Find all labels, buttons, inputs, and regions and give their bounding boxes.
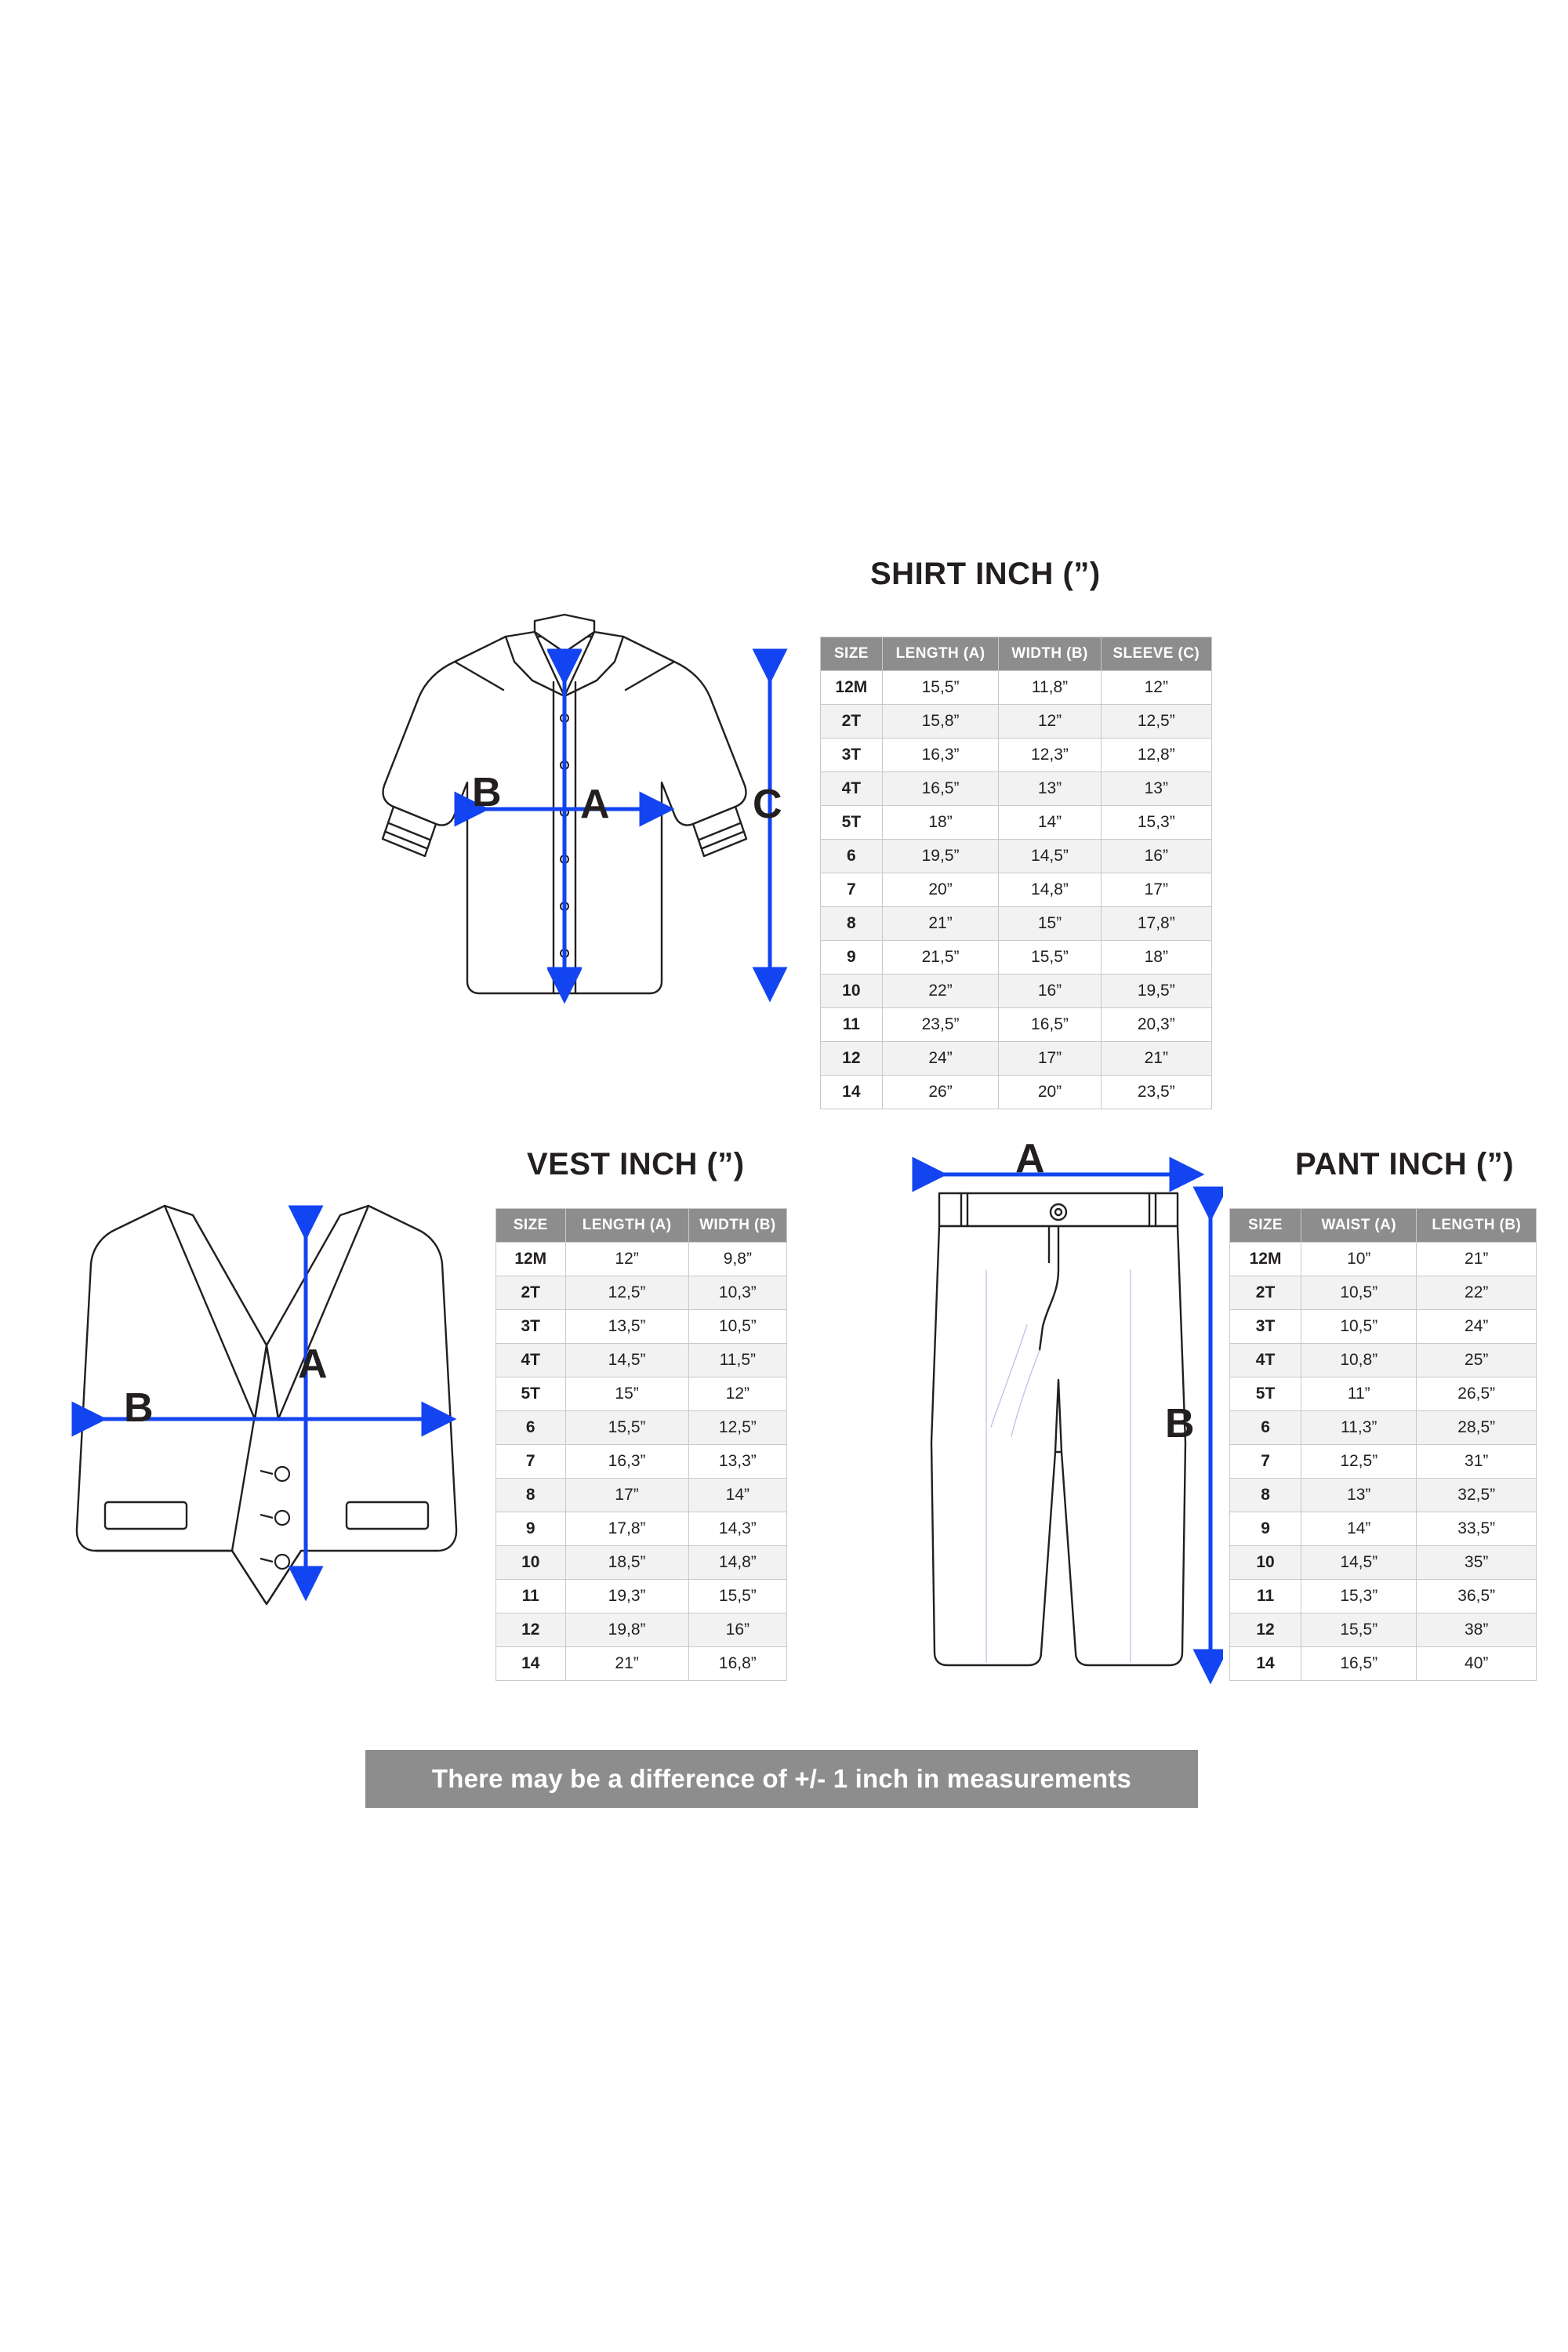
cell-length: 16,5” xyxy=(882,772,999,806)
table-header-row xyxy=(1230,1209,1537,1243)
cell-length: 16,3” xyxy=(565,1445,688,1479)
shirt-marker-b: B xyxy=(472,770,502,815)
table-row xyxy=(821,840,1212,873)
cell-waist: 16,5” xyxy=(1301,1647,1417,1681)
table-row xyxy=(821,739,1212,772)
table-row xyxy=(496,1613,787,1647)
column-header-length: LENGTH (A) xyxy=(565,1209,688,1243)
cell-length: 19,5” xyxy=(882,840,999,873)
cell-length: 17,8” xyxy=(565,1512,688,1546)
table-row xyxy=(1230,1445,1537,1479)
cell-width: 12” xyxy=(688,1377,786,1411)
table-row xyxy=(821,1076,1212,1109)
cell-width: 11,5” xyxy=(688,1344,786,1377)
cell-width: 14,3” xyxy=(688,1512,786,1546)
table-row xyxy=(1230,1310,1537,1344)
table-row xyxy=(1230,1580,1537,1613)
cell-size: 9 xyxy=(1230,1512,1301,1546)
cell-length: 23,5” xyxy=(882,1008,999,1042)
column-header-length: LENGTH (A) xyxy=(882,637,999,671)
cell-sleeve: 23,5” xyxy=(1101,1076,1211,1109)
cell-size: 9 xyxy=(496,1512,566,1546)
cell-length: 24” xyxy=(882,1042,999,1076)
cell-width: 16” xyxy=(688,1613,786,1647)
cell-size: 7 xyxy=(496,1445,566,1479)
cell-length: 40” xyxy=(1417,1647,1537,1681)
cell-waist: 14,5” xyxy=(1301,1546,1417,1580)
cell-size: 4T xyxy=(1230,1344,1301,1377)
shirt-section-title: SHIRT INCH (”) xyxy=(870,557,1101,591)
table-row xyxy=(496,1546,787,1580)
table-row xyxy=(821,941,1212,975)
table-row xyxy=(1230,1546,1537,1580)
cell-length: 32,5” xyxy=(1417,1479,1537,1512)
cell-size: 4T xyxy=(821,772,883,806)
shirt-marker-a: A xyxy=(580,782,610,827)
column-header-sleeve: SLEEVE (C) xyxy=(1101,637,1211,671)
cell-size: 12 xyxy=(496,1613,566,1647)
cell-length: 18” xyxy=(882,806,999,840)
pant-marker-b: B xyxy=(1165,1401,1195,1446)
cell-length: 21” xyxy=(1417,1243,1537,1276)
cell-width: 14” xyxy=(999,806,1101,840)
table-row xyxy=(1230,1647,1537,1681)
cell-width: 11,8” xyxy=(999,671,1101,705)
table-row xyxy=(821,907,1212,941)
cell-width: 20” xyxy=(999,1076,1101,1109)
cell-size: 6 xyxy=(821,840,883,873)
cell-sleeve: 21” xyxy=(1101,1042,1211,1076)
cell-sleeve: 20,3” xyxy=(1101,1008,1211,1042)
table-row xyxy=(496,1512,787,1546)
table-row xyxy=(1230,1479,1537,1512)
cell-sleeve: 17” xyxy=(1101,873,1211,907)
cell-length: 35” xyxy=(1417,1546,1537,1580)
cell-width: 12,5” xyxy=(688,1411,786,1445)
cell-size: 12 xyxy=(1230,1613,1301,1647)
cell-width: 15,5” xyxy=(999,941,1101,975)
cell-waist: 10” xyxy=(1301,1243,1417,1276)
cell-width: 16,5” xyxy=(999,1008,1101,1042)
cell-length: 14,5” xyxy=(565,1344,688,1377)
column-header-size: SIZE xyxy=(496,1209,566,1243)
cell-size: 11 xyxy=(496,1580,566,1613)
cell-size: 11 xyxy=(1230,1580,1301,1613)
cell-waist: 11,3” xyxy=(1301,1411,1417,1445)
table-row xyxy=(1230,1276,1537,1310)
cell-size: 8 xyxy=(496,1479,566,1512)
table-row xyxy=(821,671,1212,705)
cell-width: 14,8” xyxy=(688,1546,786,1580)
pant-size-table xyxy=(1229,1208,1537,1681)
vest-section-title: VEST INCH (”) xyxy=(527,1147,745,1181)
cell-size: 2T xyxy=(496,1276,566,1310)
cell-size: 10 xyxy=(1230,1546,1301,1580)
cell-width: 14,5” xyxy=(999,840,1101,873)
cell-size: 14 xyxy=(1230,1647,1301,1681)
cell-width: 14,8” xyxy=(999,873,1101,907)
cell-length: 26,5” xyxy=(1417,1377,1537,1411)
measurement-disclaimer: There may be a difference of +/- 1 inch in measurements xyxy=(365,1750,1198,1808)
table-row xyxy=(496,1377,787,1411)
cell-sleeve: 18” xyxy=(1101,941,1211,975)
table-row xyxy=(821,1008,1212,1042)
cell-length: 16,3” xyxy=(882,739,999,772)
cell-width: 16” xyxy=(999,975,1101,1008)
cell-waist: 12,5” xyxy=(1301,1445,1417,1479)
table-row xyxy=(496,1344,787,1377)
cell-length: 12” xyxy=(565,1243,688,1276)
column-header-size: SIZE xyxy=(1230,1209,1301,1243)
cell-length: 15,8” xyxy=(882,705,999,739)
cell-size: 12 xyxy=(821,1042,883,1076)
pant-section-title: PANT INCH (”) xyxy=(1295,1147,1515,1181)
cell-width: 15” xyxy=(999,907,1101,941)
cell-width: 13” xyxy=(999,772,1101,806)
cell-waist: 15,5” xyxy=(1301,1613,1417,1647)
cell-length: 28,5” xyxy=(1417,1411,1537,1445)
cell-size: 5T xyxy=(821,806,883,840)
vest-marker-a: A xyxy=(298,1341,328,1387)
cell-width: 14” xyxy=(688,1479,786,1512)
cell-length: 15” xyxy=(565,1377,688,1411)
cell-length: 22” xyxy=(882,975,999,1008)
cell-width: 15,5” xyxy=(688,1580,786,1613)
cell-length: 21,5” xyxy=(882,941,999,975)
cell-size: 2T xyxy=(1230,1276,1301,1310)
table-row xyxy=(821,975,1212,1008)
cell-length: 31” xyxy=(1417,1445,1537,1479)
vest-size-table xyxy=(495,1208,787,1681)
cell-length: 38” xyxy=(1417,1613,1537,1647)
cell-sleeve: 15,3” xyxy=(1101,806,1211,840)
table-row xyxy=(496,1647,787,1681)
table-header-row xyxy=(821,637,1212,671)
cell-sleeve: 12,8” xyxy=(1101,739,1211,772)
cell-size: 3T xyxy=(821,739,883,772)
cell-waist: 14” xyxy=(1301,1512,1417,1546)
cell-waist: 10,8” xyxy=(1301,1344,1417,1377)
table-row xyxy=(496,1580,787,1613)
cell-length: 24” xyxy=(1417,1310,1537,1344)
table-row xyxy=(496,1479,787,1512)
cell-width: 13,3” xyxy=(688,1445,786,1479)
cell-length: 25” xyxy=(1417,1344,1537,1377)
cell-size: 7 xyxy=(821,873,883,907)
cell-width: 12,3” xyxy=(999,739,1101,772)
cell-size: 5T xyxy=(1230,1377,1301,1411)
table-row xyxy=(496,1310,787,1344)
cell-width: 16,8” xyxy=(688,1647,786,1681)
table-row xyxy=(821,1042,1212,1076)
column-header-waist: WAIST (A) xyxy=(1301,1209,1417,1243)
cell-length: 36,5” xyxy=(1417,1580,1537,1613)
cell-size: 7 xyxy=(1230,1445,1301,1479)
cell-length: 13,5” xyxy=(565,1310,688,1344)
table-row xyxy=(1230,1411,1537,1445)
cell-size: 4T xyxy=(496,1344,566,1377)
cell-waist: 13” xyxy=(1301,1479,1417,1512)
cell-width: 9,8” xyxy=(688,1243,786,1276)
cell-length: 33,5” xyxy=(1417,1512,1537,1546)
shirt-marker-c: C xyxy=(753,782,782,827)
table-header-row xyxy=(496,1209,787,1243)
cell-sleeve: 12” xyxy=(1101,671,1211,705)
cell-sleeve: 12,5” xyxy=(1101,705,1211,739)
cell-width: 12” xyxy=(999,705,1101,739)
cell-length: 17” xyxy=(565,1479,688,1512)
cell-length: 18,5” xyxy=(565,1546,688,1580)
table-row xyxy=(496,1243,787,1276)
table-row xyxy=(821,772,1212,806)
table-row xyxy=(1230,1344,1537,1377)
table-row xyxy=(496,1276,787,1310)
cell-length: 22” xyxy=(1417,1276,1537,1310)
vest-illustration xyxy=(47,1160,486,1725)
table-row xyxy=(821,705,1212,739)
cell-size: 8 xyxy=(1230,1479,1301,1512)
shirt-size-table xyxy=(820,637,1212,1109)
cell-length: 19,8” xyxy=(565,1613,688,1647)
column-header-size: SIZE xyxy=(821,637,883,671)
cell-sleeve: 19,5” xyxy=(1101,975,1211,1008)
cell-size: 5T xyxy=(496,1377,566,1411)
cell-width: 10,5” xyxy=(688,1310,786,1344)
cell-size: 12M xyxy=(1230,1243,1301,1276)
cell-size: 11 xyxy=(821,1008,883,1042)
cell-size: 3T xyxy=(496,1310,566,1344)
table-row xyxy=(821,873,1212,907)
cell-size: 6 xyxy=(496,1411,566,1445)
cell-length: 20” xyxy=(882,873,999,907)
cell-size: 9 xyxy=(821,941,883,975)
pant-marker-a: A xyxy=(1015,1136,1045,1181)
vest-marker-b: B xyxy=(124,1385,154,1431)
cell-length: 19,3” xyxy=(565,1580,688,1613)
cell-length: 21” xyxy=(565,1647,688,1681)
cell-length: 15,5” xyxy=(882,671,999,705)
column-header-length: LENGTH (B) xyxy=(1417,1209,1537,1243)
cell-waist: 15,3” xyxy=(1301,1580,1417,1613)
cell-size: 3T xyxy=(1230,1310,1301,1344)
cell-sleeve: 16” xyxy=(1101,840,1211,873)
cell-size: 14 xyxy=(821,1076,883,1109)
cell-size: 14 xyxy=(496,1647,566,1681)
table-row xyxy=(496,1411,787,1445)
cell-size: 8 xyxy=(821,907,883,941)
cell-length: 21” xyxy=(882,907,999,941)
cell-width: 17” xyxy=(999,1042,1101,1076)
cell-length: 15,5” xyxy=(565,1411,688,1445)
cell-size: 12M xyxy=(496,1243,566,1276)
table-row xyxy=(1230,1613,1537,1647)
column-header-width: WIDTH (B) xyxy=(999,637,1101,671)
cell-width: 10,3” xyxy=(688,1276,786,1310)
table-row xyxy=(496,1445,787,1479)
cell-waist: 10,5” xyxy=(1301,1310,1417,1344)
cell-length: 12,5” xyxy=(565,1276,688,1310)
cell-size: 2T xyxy=(821,705,883,739)
cell-size: 12M xyxy=(821,671,883,705)
cell-size: 10 xyxy=(821,975,883,1008)
table-row xyxy=(1230,1512,1537,1546)
cell-sleeve: 17,8” xyxy=(1101,907,1211,941)
cell-size: 10 xyxy=(496,1546,566,1580)
cell-size: 6 xyxy=(1230,1411,1301,1445)
cell-length: 26” xyxy=(882,1076,999,1109)
table-row xyxy=(821,806,1212,840)
cell-waist: 11” xyxy=(1301,1377,1417,1411)
column-header-width: WIDTH (B) xyxy=(688,1209,786,1243)
cell-sleeve: 13” xyxy=(1101,772,1211,806)
cell-waist: 10,5” xyxy=(1301,1276,1417,1310)
shirt-illustration xyxy=(337,580,792,1035)
table-row xyxy=(1230,1243,1537,1276)
table-row xyxy=(1230,1377,1537,1411)
